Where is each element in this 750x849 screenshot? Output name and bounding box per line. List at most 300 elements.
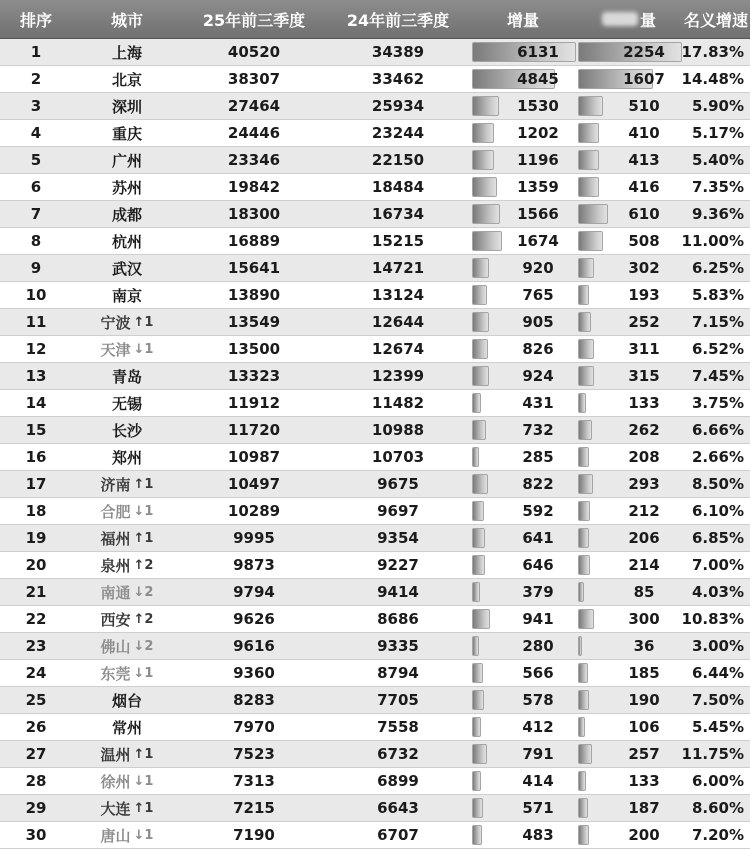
city-name: 北京 xyxy=(111,70,142,89)
rank-cell: 12 xyxy=(25,340,47,358)
city-name: 常州 xyxy=(111,718,142,737)
y25-cell: 7313 xyxy=(233,772,275,790)
city-cell xyxy=(72,687,182,713)
increase-cell xyxy=(470,471,576,497)
rank-down-indicator: ↓1 xyxy=(133,827,154,843)
city-cell xyxy=(72,633,182,659)
real-increase-bar xyxy=(578,339,594,359)
y25-cell: 10289 xyxy=(227,502,281,520)
increase-value: 566 xyxy=(522,664,554,682)
rank-cell: 7 xyxy=(30,205,42,223)
real-increase-bar xyxy=(578,285,589,305)
real-increase-value: 1607 xyxy=(623,70,665,88)
real-increase-value: 206 xyxy=(628,529,660,547)
header-real xyxy=(576,0,682,38)
y24-cell: 12399 xyxy=(371,367,425,385)
rank-cell: 21 xyxy=(25,583,47,601)
nominal-growth-cell: 6.52% xyxy=(691,340,744,358)
increase-value: 822 xyxy=(522,475,554,493)
y24-cell: 13124 xyxy=(371,286,425,304)
increase-cell xyxy=(470,282,576,308)
nominal-growth-cell: 3.00% xyxy=(691,637,744,655)
table-row xyxy=(0,363,750,390)
real-increase-bar xyxy=(578,447,589,467)
city-name: 烟台 xyxy=(111,691,142,710)
rank-up-indicator: ↑2 xyxy=(133,611,154,627)
increase-bar xyxy=(472,393,481,413)
real-increase-cell xyxy=(576,552,682,578)
increase-cell xyxy=(470,633,576,659)
real-increase-cell xyxy=(576,822,682,848)
real-increase-cell xyxy=(576,93,682,119)
y24-cell: 6732 xyxy=(377,745,419,763)
table-row xyxy=(0,147,750,174)
y24-cell: 12674 xyxy=(371,340,425,358)
real-increase-bar xyxy=(578,528,589,548)
real-increase-bar xyxy=(578,609,594,629)
city-name: 天津 xyxy=(100,340,131,359)
y24-cell: 18484 xyxy=(371,178,425,196)
real-increase-bar xyxy=(578,663,588,683)
rank-down-indicator: ↓2 xyxy=(133,638,154,654)
city-cell xyxy=(72,525,182,551)
real-increase-value: 36 xyxy=(633,637,655,655)
city-name: 武汉 xyxy=(111,259,142,278)
increase-value: 412 xyxy=(522,718,554,736)
rank-cell: 2 xyxy=(30,70,42,88)
increase-value: 379 xyxy=(522,583,554,601)
real-increase-cell xyxy=(576,444,682,470)
real-increase-cell xyxy=(576,660,682,686)
real-increase-bar xyxy=(578,582,584,602)
table-row xyxy=(0,444,750,471)
y24-cell: 15215 xyxy=(371,232,425,250)
increase-cell xyxy=(470,768,576,794)
real-increase-cell xyxy=(576,471,682,497)
y24-cell: 6643 xyxy=(377,799,419,817)
city-name: 无锡 xyxy=(111,394,142,413)
city-name: 温州 xyxy=(100,745,131,764)
increase-bar xyxy=(472,339,488,359)
real-increase-value: 510 xyxy=(628,97,660,115)
rank-cell: 8 xyxy=(30,232,42,250)
nominal-growth-cell: 7.45% xyxy=(691,367,744,385)
city-cell xyxy=(72,309,182,335)
table-row xyxy=(0,498,750,525)
rank-up-indicator: ↑1 xyxy=(133,746,154,762)
increase-bar xyxy=(472,636,479,656)
increase-cell xyxy=(470,741,576,767)
real-increase-value: 106 xyxy=(628,718,660,736)
header-y25: 25年前三季度 xyxy=(202,10,306,30)
increase-cell xyxy=(470,390,576,416)
increase-cell xyxy=(470,714,576,740)
rank-cell: 18 xyxy=(25,502,47,520)
table-row xyxy=(0,741,750,768)
y24-cell: 6707 xyxy=(377,826,419,844)
city-name: 郑州 xyxy=(111,448,142,467)
city-name: 大连 xyxy=(100,799,131,818)
real-increase-value: 293 xyxy=(628,475,660,493)
nominal-growth-cell: 8.50% xyxy=(691,475,744,493)
y25-cell: 23346 xyxy=(227,151,281,169)
rank-cell: 11 xyxy=(25,313,47,331)
city-name: 佛山 xyxy=(100,637,131,656)
real-increase-value: 252 xyxy=(628,313,660,331)
y24-cell: 7558 xyxy=(377,718,419,736)
rank-cell: 15 xyxy=(25,421,47,439)
increase-bar xyxy=(472,474,488,494)
real-increase-value: 2254 xyxy=(623,43,665,61)
real-increase-bar xyxy=(578,393,586,413)
rank-cell: 29 xyxy=(25,799,47,817)
table-row xyxy=(0,660,750,687)
table-row xyxy=(0,93,750,120)
y24-cell: 12644 xyxy=(371,313,425,331)
y24-cell: 14721 xyxy=(371,259,425,277)
city-cell xyxy=(72,579,182,605)
y24-cell: 9697 xyxy=(377,502,419,520)
table-row xyxy=(0,282,750,309)
y24-cell: 33462 xyxy=(371,70,425,88)
y25-cell: 10987 xyxy=(227,448,281,466)
increase-value: 1530 xyxy=(517,97,559,115)
increase-cell xyxy=(470,66,576,92)
header-city: 城市 xyxy=(110,10,143,30)
real-increase-bar xyxy=(578,798,588,818)
y25-cell: 16889 xyxy=(227,232,281,250)
real-increase-value: 416 xyxy=(628,178,660,196)
rank-cell: 27 xyxy=(25,745,47,763)
increase-bar xyxy=(472,312,489,332)
table-row xyxy=(0,822,750,849)
header-rank: 排序 xyxy=(19,10,52,30)
y25-cell: 13500 xyxy=(227,340,281,358)
increase-bar xyxy=(472,744,487,764)
city-cell xyxy=(72,822,182,848)
blurred-label xyxy=(602,12,638,26)
increase-bar xyxy=(472,285,487,305)
city-cell xyxy=(72,741,182,767)
table-row xyxy=(0,309,750,336)
nominal-growth-cell: 6.85% xyxy=(691,529,744,547)
increase-value: 1196 xyxy=(517,151,559,169)
city-name: 成都 xyxy=(111,205,142,224)
y24-cell: 9675 xyxy=(377,475,419,493)
increase-cell xyxy=(470,525,576,551)
city-name: 深圳 xyxy=(111,97,142,116)
y25-cell: 15641 xyxy=(227,259,281,277)
rank-cell: 3 xyxy=(30,97,42,115)
increase-bar xyxy=(472,717,481,737)
city-cell xyxy=(72,174,182,200)
increase-cell xyxy=(470,255,576,281)
city-cell xyxy=(72,552,182,578)
city-name: 南京 xyxy=(111,286,142,305)
real-increase-value: 185 xyxy=(628,664,660,682)
increase-value: 483 xyxy=(522,826,554,844)
city-name: 南通 xyxy=(100,583,131,602)
header-real-suffix: 量 xyxy=(639,10,656,30)
real-increase-cell xyxy=(576,606,682,632)
real-increase-cell xyxy=(576,255,682,281)
increase-value: 924 xyxy=(522,367,554,385)
city-cell xyxy=(72,336,182,362)
y24-cell: 8686 xyxy=(377,610,419,628)
increase-bar xyxy=(472,501,484,521)
city-cell xyxy=(72,147,182,173)
nominal-growth-cell: 5.83% xyxy=(691,286,744,304)
increase-bar xyxy=(472,798,483,818)
real-increase-cell xyxy=(576,498,682,524)
real-increase-bar xyxy=(578,744,592,764)
table-row xyxy=(0,471,750,498)
city-name: 上海 xyxy=(111,43,142,62)
y25-cell: 10497 xyxy=(227,475,281,493)
real-increase-value: 190 xyxy=(628,691,660,709)
rank-cell: 6 xyxy=(30,178,42,196)
real-increase-bar xyxy=(578,501,590,521)
table-row xyxy=(0,66,750,93)
city-cell xyxy=(72,660,182,686)
increase-value: 1566 xyxy=(517,205,559,223)
increase-bar xyxy=(472,663,483,683)
city-name: 青岛 xyxy=(111,367,142,386)
header-increase: 增量 xyxy=(506,10,539,30)
real-increase-cell xyxy=(576,228,682,254)
real-increase-value: 302 xyxy=(628,259,660,277)
y25-cell: 13890 xyxy=(227,286,281,304)
y25-cell: 7523 xyxy=(233,745,275,763)
rank-cell: 17 xyxy=(25,475,47,493)
increase-cell xyxy=(470,606,576,632)
increase-cell xyxy=(470,687,576,713)
table-header xyxy=(0,0,750,39)
nominal-growth-cell: 7.20% xyxy=(691,826,744,844)
nominal-growth-cell: 17.83% xyxy=(681,43,744,61)
rank-cell: 13 xyxy=(25,367,47,385)
increase-value: 6131 xyxy=(517,43,559,61)
increase-cell xyxy=(470,795,576,821)
city-cell xyxy=(72,390,182,416)
increase-value: 414 xyxy=(522,772,554,790)
city-cell xyxy=(72,120,182,146)
real-increase-value: 187 xyxy=(628,799,660,817)
rank-cell: 20 xyxy=(25,556,47,574)
table-row xyxy=(0,174,750,201)
real-increase-value: 508 xyxy=(628,232,660,250)
rank-cell: 28 xyxy=(25,772,47,790)
city-name: 唐山 xyxy=(100,826,131,845)
table-row xyxy=(0,39,750,66)
rank-cell: 1 xyxy=(30,43,42,61)
increase-value: 641 xyxy=(522,529,554,547)
nominal-growth-cell: 6.10% xyxy=(691,502,744,520)
nominal-growth-cell: 6.44% xyxy=(691,664,744,682)
table-row xyxy=(0,579,750,606)
city-cell xyxy=(72,444,182,470)
increase-cell xyxy=(470,363,576,389)
real-increase-cell xyxy=(576,39,682,65)
increase-bar xyxy=(472,771,481,791)
increase-value: 905 xyxy=(522,313,554,331)
real-increase-cell xyxy=(576,768,682,794)
increase-bar xyxy=(472,690,484,710)
city-name: 西安 xyxy=(100,610,131,629)
real-increase-value: 413 xyxy=(628,151,660,169)
increase-cell xyxy=(470,174,576,200)
increase-value: 826 xyxy=(522,340,554,358)
city-cell xyxy=(72,201,182,227)
real-increase-value: 262 xyxy=(628,421,660,439)
y24-cell: 23244 xyxy=(371,124,425,142)
real-increase-bar xyxy=(578,555,590,575)
real-increase-cell xyxy=(576,120,682,146)
increase-cell xyxy=(470,579,576,605)
y25-cell: 7215 xyxy=(233,799,275,817)
real-increase-bar xyxy=(578,420,592,440)
increase-value: 920 xyxy=(522,259,554,277)
nominal-growth-cell: 7.15% xyxy=(691,313,744,331)
y24-cell: 25934 xyxy=(371,97,425,115)
increase-value: 646 xyxy=(522,556,554,574)
y25-cell: 11912 xyxy=(227,394,281,412)
real-increase-bar xyxy=(578,636,582,656)
city-name: 济南 xyxy=(100,475,131,494)
real-increase-value: 410 xyxy=(628,124,660,142)
rank-cell: 9 xyxy=(30,259,42,277)
increase-cell xyxy=(470,120,576,146)
y25-cell: 9873 xyxy=(233,556,275,574)
table-row xyxy=(0,606,750,633)
nominal-growth-cell: 14.48% xyxy=(681,70,744,88)
real-increase-cell xyxy=(576,633,682,659)
rank-down-indicator: ↓2 xyxy=(133,584,154,600)
increase-bar xyxy=(472,258,489,278)
nominal-growth-cell: 9.36% xyxy=(691,205,744,223)
table-row xyxy=(0,552,750,579)
rank-down-indicator: ↓1 xyxy=(133,665,154,681)
table-row xyxy=(0,255,750,282)
header-y24: 24年前三季度 xyxy=(346,10,450,30)
city-name: 泉州 xyxy=(100,556,131,575)
city-name: 宁波 xyxy=(100,313,131,332)
real-increase-bar xyxy=(578,123,599,143)
increase-bar xyxy=(472,555,485,575)
increase-bar xyxy=(472,582,480,602)
real-increase-cell xyxy=(576,795,682,821)
city-name: 徐州 xyxy=(100,772,131,791)
y25-cell: 7970 xyxy=(233,718,275,736)
y24-cell: 7705 xyxy=(377,691,419,709)
rank-cell: 26 xyxy=(25,718,47,736)
increase-value: 791 xyxy=(522,745,554,763)
nominal-growth-cell: 7.50% xyxy=(691,691,744,709)
increase-value: 285 xyxy=(522,448,554,466)
rank-down-indicator: ↓1 xyxy=(133,503,154,519)
real-increase-bar xyxy=(578,771,586,791)
rank-up-indicator: ↑1 xyxy=(133,476,154,492)
nominal-growth-cell: 2.66% xyxy=(691,448,744,466)
y24-cell: 9414 xyxy=(377,583,419,601)
increase-cell xyxy=(470,201,576,227)
increase-cell xyxy=(470,498,576,524)
y25-cell: 11720 xyxy=(227,421,281,439)
real-increase-cell xyxy=(576,282,682,308)
y25-cell: 19842 xyxy=(227,178,281,196)
city-name: 长沙 xyxy=(111,421,142,440)
y24-cell: 22150 xyxy=(371,151,425,169)
y24-cell: 10703 xyxy=(371,448,425,466)
increase-value: 280 xyxy=(522,637,554,655)
real-increase-value: 85 xyxy=(633,583,655,601)
real-increase-cell xyxy=(576,525,682,551)
real-increase-cell xyxy=(576,336,682,362)
city-cell xyxy=(72,363,182,389)
rank-up-indicator: ↑1 xyxy=(133,314,154,330)
city-cell xyxy=(72,39,182,65)
real-increase-bar xyxy=(578,150,599,170)
increase-value: 941 xyxy=(522,610,554,628)
nominal-growth-cell: 5.17% xyxy=(691,124,744,142)
real-increase-cell xyxy=(576,201,682,227)
city-cell xyxy=(72,228,182,254)
y24-cell: 9335 xyxy=(377,637,419,655)
city-cell xyxy=(72,606,182,632)
real-increase-cell xyxy=(576,579,682,605)
real-increase-cell xyxy=(576,147,682,173)
real-increase-cell xyxy=(576,687,682,713)
city-name: 重庆 xyxy=(111,124,142,143)
y25-cell: 9616 xyxy=(233,637,275,655)
table-row xyxy=(0,525,750,552)
real-increase-cell xyxy=(576,714,682,740)
real-increase-bar xyxy=(578,474,593,494)
rank-cell: 19 xyxy=(25,529,47,547)
city-cell xyxy=(72,93,182,119)
nominal-growth-cell: 11.75% xyxy=(681,745,744,763)
city-cell xyxy=(72,282,182,308)
table-row xyxy=(0,228,750,255)
table-row xyxy=(0,768,750,795)
y25-cell: 18300 xyxy=(227,205,281,223)
increase-value: 431 xyxy=(522,394,554,412)
table-row xyxy=(0,120,750,147)
increase-cell xyxy=(470,822,576,848)
increase-value: 765 xyxy=(522,286,554,304)
real-increase-bar xyxy=(578,825,589,845)
rank-down-indicator: ↓1 xyxy=(133,773,154,789)
header-nominal: 名义增速 xyxy=(683,10,748,30)
increase-cell xyxy=(470,552,576,578)
increase-cell xyxy=(470,93,576,119)
real-increase-value: 193 xyxy=(628,286,660,304)
rank-up-indicator: ↑1 xyxy=(133,800,154,816)
real-increase-bar xyxy=(578,717,585,737)
rank-up-indicator: ↑2 xyxy=(133,557,154,573)
real-increase-cell xyxy=(576,417,682,443)
table-row xyxy=(0,795,750,822)
city-cell xyxy=(72,471,182,497)
city-cell xyxy=(72,795,182,821)
table-row xyxy=(0,633,750,660)
city-cell xyxy=(72,66,182,92)
y25-cell: 8283 xyxy=(233,691,275,709)
real-increase-value: 315 xyxy=(628,367,660,385)
y25-cell: 13549 xyxy=(227,313,281,331)
city-name: 广州 xyxy=(111,151,142,170)
table-row xyxy=(0,714,750,741)
